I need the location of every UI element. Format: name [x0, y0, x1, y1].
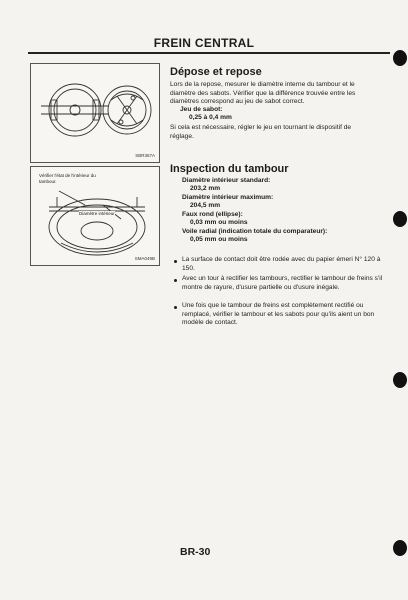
figure-code: SMA049B — [134, 256, 155, 261]
binder-hole-icon — [393, 50, 407, 66]
runout-value: 0,05 mm ou moins — [190, 236, 248, 243]
ovality-value: 0,03 mm ou moins — [190, 219, 248, 226]
figure-brake-shoe-measurement — [30, 63, 160, 163]
section-heading-removal: Dépose et repose — [170, 66, 262, 78]
page-number: BR-30 — [180, 546, 211, 558]
binder-hole-icon — [393, 372, 407, 388]
brake-drum-illustration — [31, 64, 159, 162]
max-diameter-value: 204,5 mm — [190, 202, 221, 209]
ovality-label: Faux rond (ellipse): — [182, 211, 243, 218]
runout-label: Voile radial (indication totale du comparateur): — [182, 228, 328, 235]
std-diameter-value: 203,2 mm — [190, 185, 221, 192]
binder-hole-icon — [393, 540, 407, 556]
section-heading-drum-inspection: Inspection du tambour — [170, 163, 289, 175]
figure-drum-inspection — [30, 166, 160, 266]
max-diameter-label: Diamètre intérieur maximum: — [182, 194, 274, 201]
callout-inner-diameter: Diamètre intérieur — [79, 211, 115, 216]
shoe-clearance-value: 0,25 à 0,4 mm — [189, 114, 232, 121]
bullet-icon — [174, 306, 177, 309]
bullet-icon — [174, 260, 177, 263]
section1-paragraph-2: Si cela est nécessaire, régler le jeu en tournant le dispositif de réglage. — [170, 124, 352, 140]
bullet-item: Une fois que le tambour de freins est complètement rectifié ou remplacé, vérifier le tambour et les sabots pour qu'ils aient un bon modèle de contact. — [182, 302, 375, 327]
bullet-item: La surface de contact doit être rodée avec du papier émeri N° 120 à 150. — [182, 256, 381, 272]
figure-code: SBR367A — [135, 153, 155, 158]
bullet-item: Avec un tour à rectifier les tambours, rectifier le tambour de freins s'il montre de rayure, d'usure partielle ou d'usure inégale. — [182, 275, 383, 291]
std-diameter-label: Diamètre intérieur standard: — [182, 177, 271, 184]
section1-paragraph-1: Lors de la repose, mesurer le diamètre interne du tambour et le diamètre des sabots. Vérifier que la différence trouvée entre les diamètres correspond au jeu de sabot correct. — [170, 81, 356, 106]
bullet-icon — [174, 279, 177, 282]
page-title: FREIN CENTRAL — [153, 36, 255, 50]
callout-check-drum: Vérifier l'état de l'intérieur du tambour. — [39, 173, 111, 185]
shoe-clearance-label: Jeu de sabot: — [180, 106, 223, 113]
binder-hole-icon — [393, 211, 407, 227]
header-rule — [28, 52, 390, 54]
